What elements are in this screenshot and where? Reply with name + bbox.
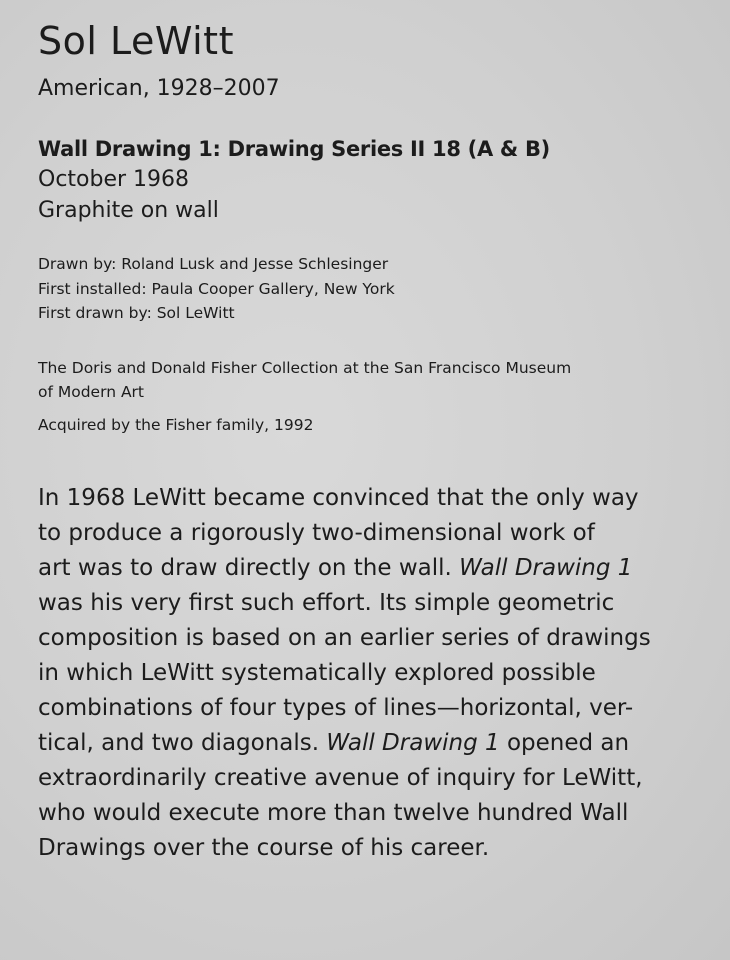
artwork-title: Wall Drawing 1: Drawing Series II 18 (A & B) [38, 137, 550, 161]
collection-line-2: of Modern Art [38, 382, 145, 401]
collection-line-1: The Doris and Donald Fisher Collection at the San Francisco Museum [38, 358, 572, 377]
artwork-date: October 1968 [38, 167, 190, 192]
collection-credit [38, 356, 658, 404]
acquisition-credit: Acquired by the Fisher family, 1992 [38, 415, 314, 434]
description-line: Drawings over the course of his career. [38, 834, 490, 861]
first-drawn-by-credit: First drawn by: Sol LeWitt [38, 304, 235, 322]
description-line [38, 551, 698, 586]
description-text-run: art was to draw directly on the wall. [38, 554, 460, 581]
artwork-medium: Graphite on wall [38, 198, 219, 223]
description-line: who would execute more than twelve hundred Wall [38, 799, 629, 826]
first-installed-credit: First installed: Paula Cooper Gallery, New York [38, 279, 395, 298]
description-line: to produce a rigorously two-dimensional work of [38, 519, 595, 546]
wall-label [38, 18, 698, 866]
description-line: in which LeWitt systematically explored possible [38, 659, 596, 686]
description-line: combinations of four types of lines—horizontal, ver- [38, 694, 634, 721]
collection-block [38, 356, 658, 437]
description-line: In 1968 LeWitt became convinced that the only way [38, 484, 639, 511]
artist-name: Sol LeWitt [38, 19, 234, 63]
credits-block [38, 252, 698, 326]
artwork-title-italic: Wall Drawing 1 [326, 729, 500, 756]
artist-nationality-dates: American, 1928–2007 [38, 76, 280, 101]
drawn-by-credit: Drawn by: Roland Lusk and Jesse Schlesinger [38, 255, 389, 273]
description-line [38, 726, 698, 761]
artwork-title-italic: Wall Drawing 1 [459, 554, 633, 581]
description-line: composition is based on an earlier series of drawings [38, 624, 651, 651]
description-text-run: opened an [499, 729, 630, 756]
description-line: was his very first such effort. Its simple geometric [38, 589, 615, 616]
description-text [38, 481, 698, 866]
description-text-run: tical, and two diagonals. [38, 729, 327, 756]
description-line: extraordinarily creative avenue of inquiry for LeWitt, [38, 764, 643, 791]
